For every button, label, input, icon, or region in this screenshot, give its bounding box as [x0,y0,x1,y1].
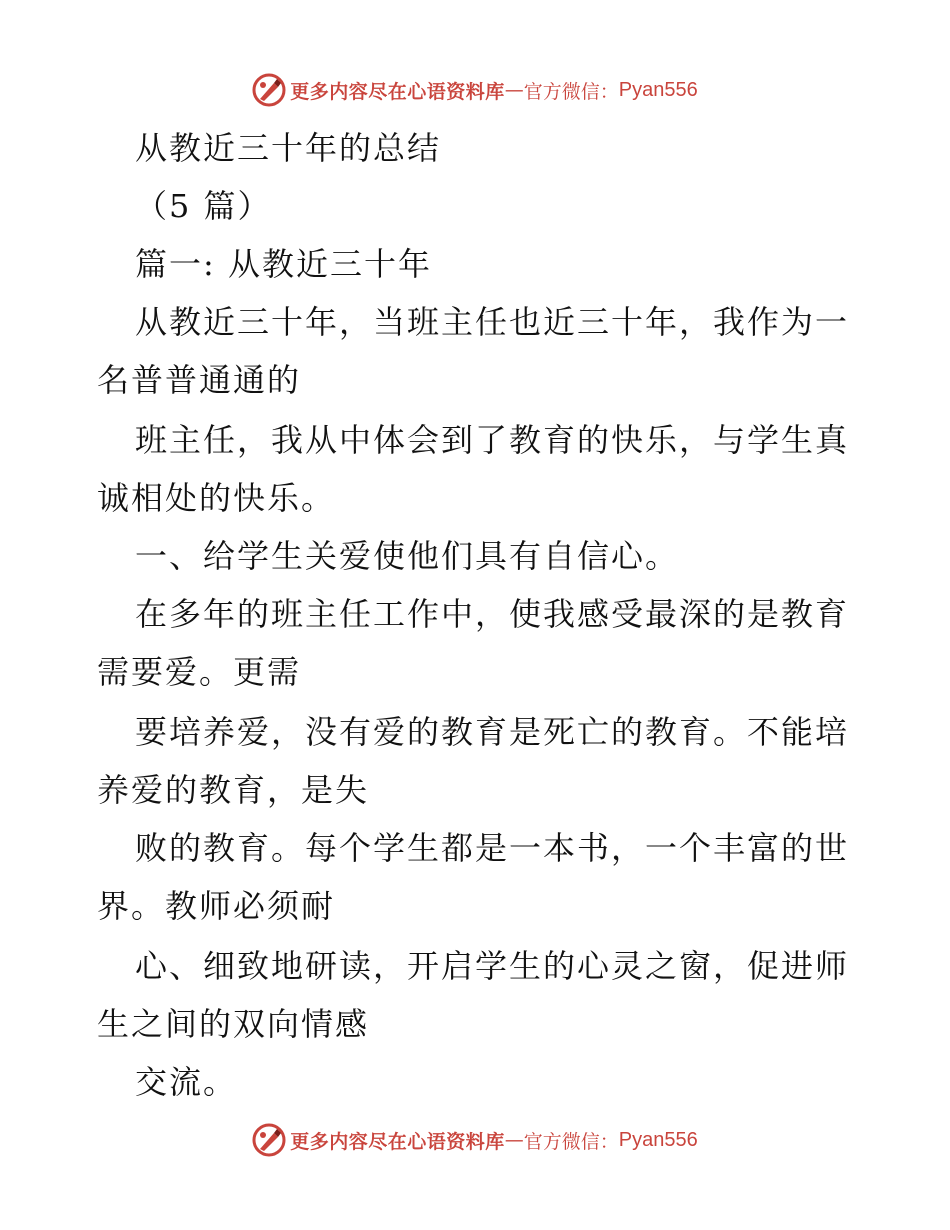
footer-banner [0,1118,950,1162]
paragraph-line: 败的教育。每个学生都是一本书，一个丰富的世 [135,829,850,867]
paragraph-line: 在多年的班主任工作中，使我感受最深的是教育 [135,595,850,633]
paragraph-line: 名普普通通的 [97,361,302,399]
paragraph-line: 养爱的教育，是失 [97,771,370,809]
footer-banner-wechat-label: 官方微信： [523,1130,619,1153]
paragraph-line: 界。教师必须耐 [97,887,336,925]
paragraph-line: 需要爱。更需 [97,653,302,691]
paragraph-line: 生之间的双向情感 [97,1005,370,1043]
paragraph-line: 诚相处的快乐。 [97,479,336,517]
header-banner-text: 更多内容尽在心语资料库 [290,80,505,103]
paragraph-line: 一、给学生关爱使他们具有自信心。 [135,537,680,575]
header-banner [0,68,950,112]
pen-logo-icon [252,73,286,107]
pen-logo-icon [252,1123,286,1157]
footer-banner-separator: — [504,1129,524,1151]
paragraph-line: 从教近三十年，当班主任也近三十年，我作为一 [135,303,850,341]
paragraph-line: 交流。 [135,1063,238,1101]
footer-banner-text: 更多内容尽在心语资料库 [290,1130,505,1153]
footer-banner-wechat-id: Pyan556 [618,1128,698,1151]
header-banner-separator: — [504,79,524,101]
document-title: 从教近三十年的总结 [135,129,442,167]
paragraph-line: 心、细致地研读，开启学生的心灵之窗，促进师 [135,947,850,985]
header-banner-wechat-label: 官方微信： [523,80,619,103]
header-banner-wechat-id: Pyan556 [618,78,698,101]
document-subtitle: （5 篇） [135,187,272,225]
paragraph-line: 要培养爱，没有爱的教育是死亡的教育。不能培 [135,713,850,751]
section-heading: 篇一: 从教近三十年 [135,245,432,283]
paragraph-line: 班主任，我从中体会到了教育的快乐，与学生真 [135,421,850,459]
